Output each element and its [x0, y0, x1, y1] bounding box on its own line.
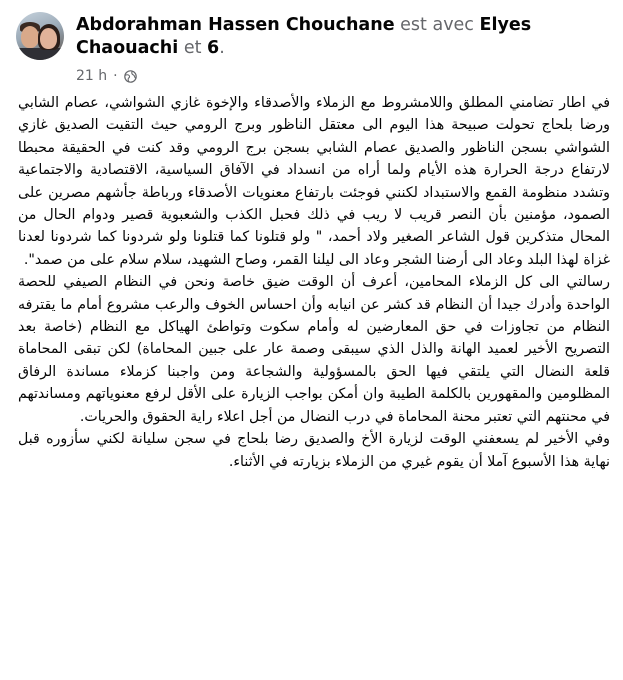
post-paragraph-3: وفي الأخير لم يسعفني الوقت لزيارة الأخ والصديق رضا بلحاج في سجن سليانة لكني سأزوره قبل نهاية هذا الأسبوع آملا أن يقوم غيري من الزملاء بزيارته في الأثناء.	[18, 431, 610, 470]
author-line	[76, 14, 611, 60]
globe-icon[interactable]	[124, 70, 137, 83]
others-count: 6	[207, 38, 220, 58]
post-paragraph-1: في اطار تضامني المطلق واللامشروط مع الزملاء والأصدقاء والإخوة غازي الشواشي، عصام الشابي ورضا بلحاج تحولت صبيحة هذا اليوم الى معتقل الناظور وبرج الرومي حيث التقيت الصديق غازي الشواشي بسجن الناظور والصديق عصام الشابي بسجن برج الرومي وقد كنت في الحقيقة محبطا لارتفاع درجة الحرارة هذه الأيام ولما أراه من انسداد في الآفاق السياسية، الاقتصادية والاجتماعية وتشدد منظومة القمع والاستبداد لكنني فوجئت بارتفاع معنويات الأصدقاء ورباطة جأشهم مصرين على الصمود، مؤمنين بأن النصر قريب لا ريب في ذلك فحبل الكذب والشعبوية قصير ودوام الحال من المحال متذكرين قول الشاعر الصغير ولاد أحمد، " ولو قتلونا كما قتلونا ولو شردونا كما شردونا لعدنا غزاة لهذا البلد وعاد الى أرضنا الشجر وعاد الى ليلنا القمر، وصاح الشهيد، سلام سلام على من صمد".	[18, 95, 610, 268]
author-name-link[interactable]: Abdorahman Hassen Chouchane	[76, 15, 395, 35]
post-timestamp-link[interactable]: 21 h	[76, 68, 108, 84]
with-text: est avec	[400, 15, 474, 35]
period-text: .	[219, 38, 225, 58]
and-text: et	[183, 38, 202, 58]
avatar-face-right	[40, 28, 57, 49]
post-meta	[76, 67, 137, 85]
others-count-link[interactable]	[207, 38, 219, 58]
post-header	[16, 12, 616, 92]
tagged-person-link[interactable]: Elyes Chaouachi	[76, 15, 532, 58]
meta-separator: ·	[113, 68, 118, 84]
post-message	[18, 92, 610, 473]
avatar-face-left	[21, 26, 39, 48]
avatar-shirt	[16, 48, 64, 60]
author-avatar[interactable]	[16, 12, 64, 60]
post-paragraph-2: رسالتي الى كل الزملاء المحامين، أعرف أن الوقت ضيق خاصة ونحن في النظام الصيفي للحصة الواحدة وأدرك جيدا أن النظام قد كشر عن انيابه وأن احساس الخوف والرعب مشروع أمام ما يقترفه النظام من تجاوزات في حق المعارضين له وأمام سكوت وتواطئ الهياكل مع النظام (خاصة بعد التصريح الأخير لعميد الهانة والذل الذي سيبقى وصمة عار على جبين المحاماة) لكن تبقى المحاماة قلعة النضال التي يلتقي فيها الحق بالمسؤولية والشجاعة ومن واجبنا كزملاء مساندة الرفاق المظلومين والمقهورين بالكلمة الطيبة وان أمكن بواجب الزيارة على الأقل لرفع معنوياتهم ومساندتهم في محنتهم التي تعتبر محنة المحاماة في درب النضال من أجل اعلاء راية الحقوق والحريات.	[18, 274, 610, 425]
